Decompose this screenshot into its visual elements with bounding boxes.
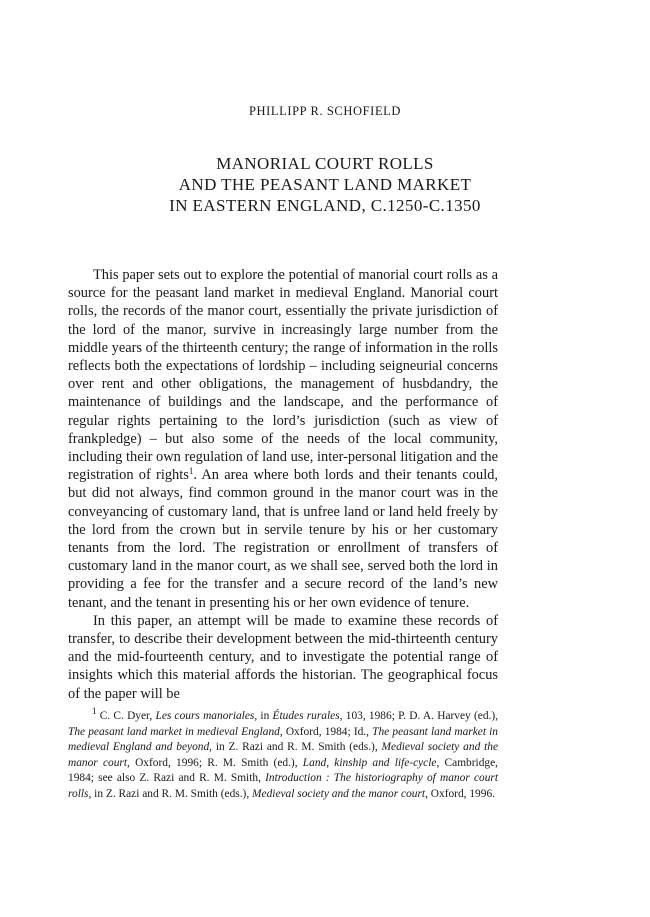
paragraph (68, 266, 498, 612)
title-line: MANORIAL COURT ROLLS (216, 154, 434, 173)
paragraph-text: This paper sets out to explore the potential of manorial court rolls as a source for the peasant land market in medieval England. Manorial court rolls, the records of the manor court, essentially the private jurisdiction of the lord of the manor, survive in increasingly large number from the middle years of the thirteenth century; the range of information in the rolls reflects both the expectations of lordship – including seigneurial concerns over rent and other obligations, the management of husbdandry, the maintenance of buildings and the landscape, and the performance of regular rights pertaining to the lord’s jurisdiction (such as view of frankpledge) – but also some of the needs of the local community, including their own regulation of land use, inter-personal litigation and the registration of rights (68, 267, 498, 484)
footnote-text: C. C. Dyer, (96, 710, 156, 722)
paragraph: In this paper, an attempt will be made to examine these records of transfer, to describe their development between the mid-thirteenth century and the mid-fourteenth century, and to investigate the potential range of insights which this material affords the historian. The geographical focus of the paper will be (68, 612, 498, 702)
footnote-text: , 103, 1986; P. D. A. Harvey (ed.), (339, 710, 499, 722)
citation-title: The peasant land market in medieval England (68, 725, 280, 738)
footnote-text: , Oxford, 1984; Id., (279, 725, 373, 738)
footnote-text: , in Z. Razi and R. M. Smith (eds.), (88, 787, 253, 800)
footnote-text: , in (254, 710, 273, 722)
author-name: PHILLIPP R. SCHOFIELD (248, 104, 402, 118)
footnote-reference[interactable]: 1 (188, 466, 194, 477)
citation-title: Les cours manoriales (155, 710, 255, 722)
footnote-text: , Oxford, 1996; R. M. Smith (ed.), (127, 756, 303, 769)
citation-title: Land, kinship and life-cycle (302, 756, 437, 769)
citation-title: Introduction : The historiography of manor court rolls (68, 772, 498, 800)
title-line: AND THE PEASANT LAND MARKET (178, 175, 472, 194)
paper-title (0, 153, 650, 216)
footnote-text: , in Z. Razi and R. M. Smith (eds.), (209, 741, 382, 754)
title-line: IN EASTERN ENGLAND, C.1250-C.1350 (169, 196, 481, 215)
citation-title: Études rurales (272, 710, 340, 722)
body-text (68, 266, 498, 703)
citation-title: The peasant land market in medieval England and beyond (68, 725, 498, 754)
citation-title: Medieval society and the manor court (68, 741, 499, 769)
footnote-text: , Oxford, 1996. (425, 787, 495, 800)
footnote-text: , Cambridge, 1984; see also Z. Razi and R. M. Smith, (68, 756, 498, 785)
paragraph-text: . An area where both lords and their tenants could, but did not always, find common ground in the manor court was in the conveyancing of customary land, that is unfree land or land held freely by the lord from the crown but in servile tenure by his or her customary tenants from the lord. The registration or enrollment of transfers of customary land in the manor court, as we shall see, served both the lord in providing a fee for the transfer and a secure record of the land’s new tenant, and the tenant in presenting his or her own evidence of tenure. (68, 467, 498, 611)
footnote (68, 706, 499, 803)
footnote-marker: 1 (92, 706, 97, 716)
citation-title: Medieval society and the manor court (252, 787, 426, 800)
